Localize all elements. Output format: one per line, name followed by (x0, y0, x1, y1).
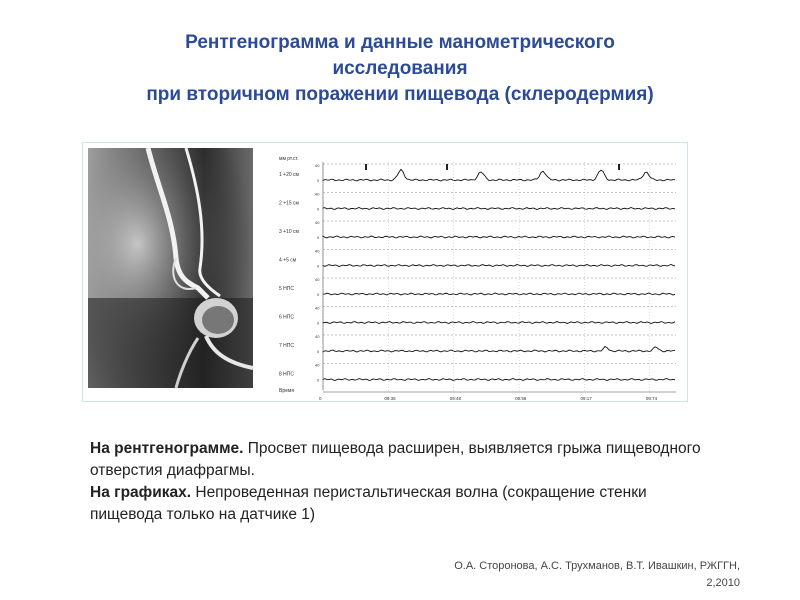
time-tick-label: 09:74 (645, 396, 658, 401)
scale-top-label: 40 (315, 277, 320, 282)
citation (380, 558, 740, 592)
scale-top-label: 40 (315, 191, 320, 197)
xray-paragraph (90, 438, 710, 482)
manometry-svg (271, 148, 681, 401)
scale-zero-label: 0 (317, 235, 320, 240)
scale-top-label: 40 (315, 305, 320, 311)
pressure-trace (323, 346, 675, 352)
channel-label: 1 +20 см (279, 172, 299, 178)
time-tick-label: 09:48 (449, 396, 462, 401)
channel-label: 3 +10 см (279, 229, 299, 235)
title-line-1: Рентгенограмма и данные манометрического (185, 32, 615, 53)
swallow-marker (365, 164, 367, 170)
pressure-trace (323, 169, 675, 181)
time-label: Время (279, 388, 295, 394)
xray-text: Просвет пищевода расширен, выявляется грыжа пищеводного отверстия диафрагмы. (90, 440, 701, 479)
charts-paragraph (90, 482, 710, 526)
pressure-trace (323, 293, 675, 295)
title-line-2: исследования (332, 58, 468, 79)
channel-label: 5 НПС (279, 286, 294, 292)
scale-top-label: 40 (315, 163, 320, 168)
pressure-trace (323, 379, 675, 381)
channel-label: 7 НПС (279, 343, 294, 349)
swallow-marker (618, 164, 620, 170)
scale-zero-label: 0 (317, 349, 320, 354)
scale-zero-label: 0 (317, 377, 320, 383)
scale-top-label: 40 (315, 220, 320, 225)
pressure-trace (323, 236, 675, 238)
citation-line-1: О.А. Сторонова, А.С. Трухманов, В.Т. Ивашкин, РЖГГН, (454, 560, 740, 572)
xray-heading: На рентгенограмме. (90, 440, 244, 457)
citation-line-2: 2,2010 (706, 577, 740, 589)
slide-title (20, 30, 780, 108)
xray-image (88, 148, 253, 388)
figure-panel (82, 142, 688, 402)
pressure-trace (323, 265, 675, 267)
channel-label: 8 НПС (279, 371, 294, 378)
charts-heading: На графиках. (90, 484, 192, 501)
swallow-marker (446, 164, 448, 170)
pressure-trace (323, 322, 675, 324)
manometry-chart (271, 148, 681, 401)
time-tick-label: 09:17 (580, 396, 592, 401)
scale-zero-label: 0 (317, 178, 320, 183)
scale-top-label: 40 (315, 362, 320, 368)
scale-zero-label: 0 (317, 206, 320, 212)
time-tick-label: 0 (319, 396, 322, 401)
channel-label: 4 +5 см (279, 257, 297, 264)
description (90, 438, 710, 526)
scale-zero-label: 0 (317, 292, 320, 297)
time-tick-label: 09:36 (384, 396, 396, 401)
title-line-3: при вторичном поражении пищевода (склеродермия) (146, 84, 654, 105)
scale-zero-label: 0 (317, 263, 320, 269)
channel-label: 6 НПС (279, 314, 294, 321)
scale-top-label: 40 (315, 248, 320, 254)
pressure-trace (323, 208, 675, 210)
channel-label: 2 +15 см (279, 200, 299, 207)
scale-zero-label: 0 (317, 320, 320, 326)
time-tick-label: 09:58 (515, 396, 527, 401)
charts-text: Непроведенная перистальтическая волна (сокращение стенки пищевода только на датчике 1) (90, 484, 647, 523)
pressure-unit-label: мм рт.ст. (279, 156, 299, 162)
xray-drawing (88, 148, 253, 388)
scale-top-label: 40 (315, 334, 320, 339)
